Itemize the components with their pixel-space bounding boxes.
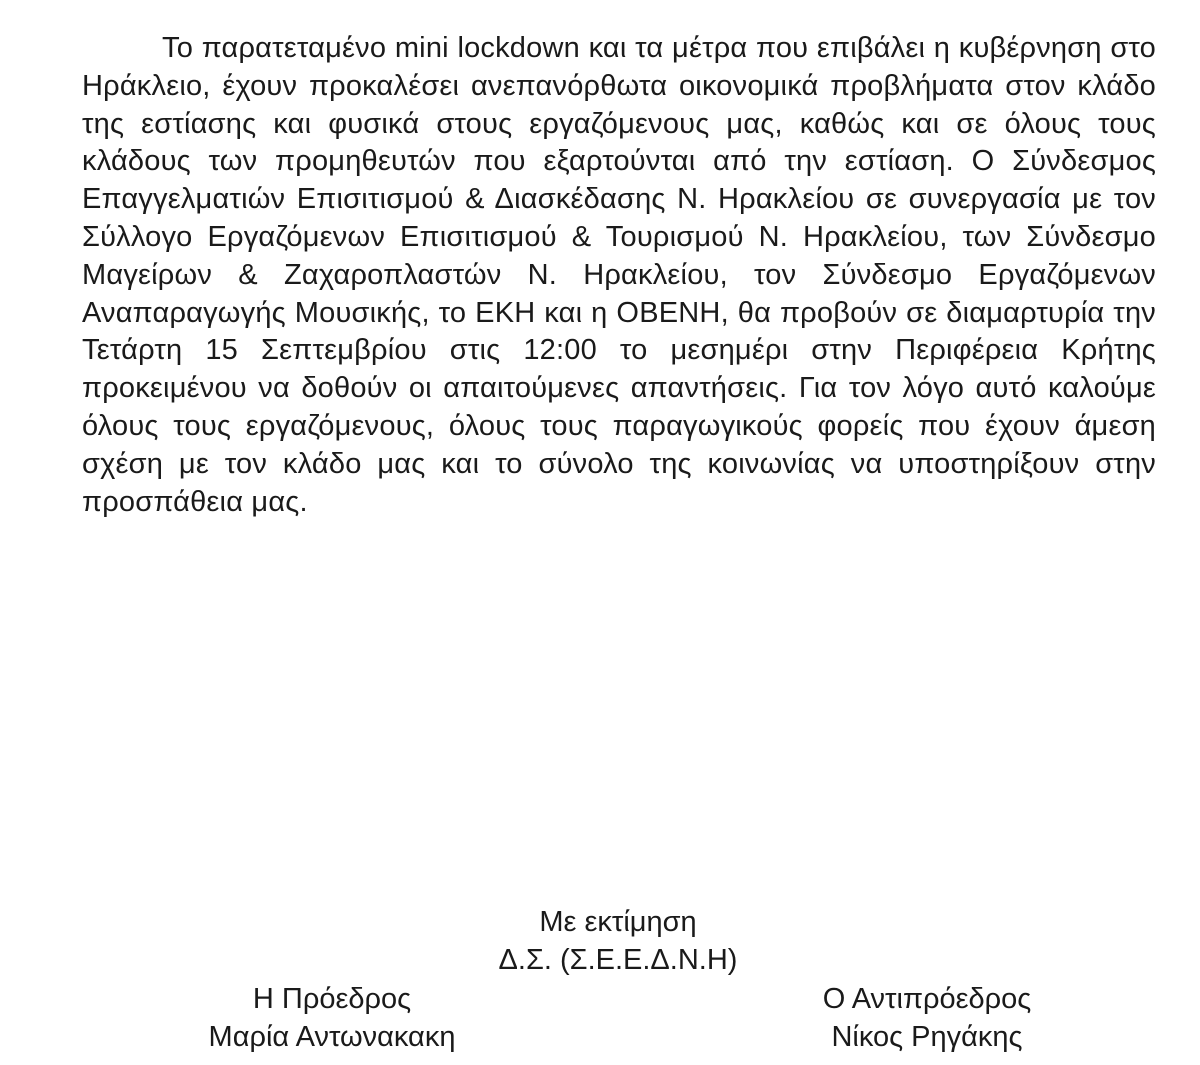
closing-block — [418, 903, 818, 979]
signatory-president — [152, 980, 512, 1056]
signatory-role: Ο Αντιπρόεδρος — [822, 983, 1032, 1015]
signatory-role: Η Πρόεδρος — [252, 983, 412, 1015]
signatory-vice-president — [747, 980, 1107, 1056]
announcement-body: Το παρατεταμένο mini lockdown και τα μέτρα που επιβάλει η κυβέρνηση στο Ηράκλειο, έχουν προκαλέσει ανεπανόρθωτα οικονομικά προβλήματα στον κλάδο της εστίασης και φυσικά στους εργαζόμενους μας, καθώς και σε όλους τους κλάδους των προμηθευτών που εξαρτούνται από την εστίαση. Ο Σύνδεσμος Επαγγελματιών Επισιτισμού & Διασκέδασης Ν. Ηρακλείου σε συνεργασία με τον Σύλλογο Εργαζόμενων Επισιτισμού & Τουρισμού Ν. Ηρακλείου, των Σύνδεσμο Μαγείρων & Ζαχαροπλαστών Ν. Ηρακλείου, τον Σύνδεσμο Εργαζόμενων Αναπαραγωγής Μουσικής, το ΕΚΗ και η ΟΒΕΝΗ, θα προβούν σε διαμαρτυρία την Τετάρτη 15 Σεπτεμβρίου στις 12:00 το μεσημέρι στην Περιφέρεια Κρήτης προκειμένου να δοθούν οι απαιτούμενες απαντήσεις. Για τον λόγο αυτό καλούμε όλους τους εργαζόμενους, όλους τους παραγωγικούς φορείς που έχουν άμεση σχέση με τον κλάδο μας και το σύνολο της κοινωνίας να υποστηρίξουν στην προσπάθεια μας. — [82, 32, 1156, 518]
closing-salutation: Με εκτίμηση — [539, 906, 697, 938]
closing-organization: Δ.Σ. (Σ.Ε.Ε.Δ.Ν.Η) — [498, 944, 738, 976]
signatory-name: Νίκος Ρηγάκης — [831, 1021, 1023, 1053]
signatory-name: Μαρία Αντωνακακη — [208, 1021, 456, 1053]
